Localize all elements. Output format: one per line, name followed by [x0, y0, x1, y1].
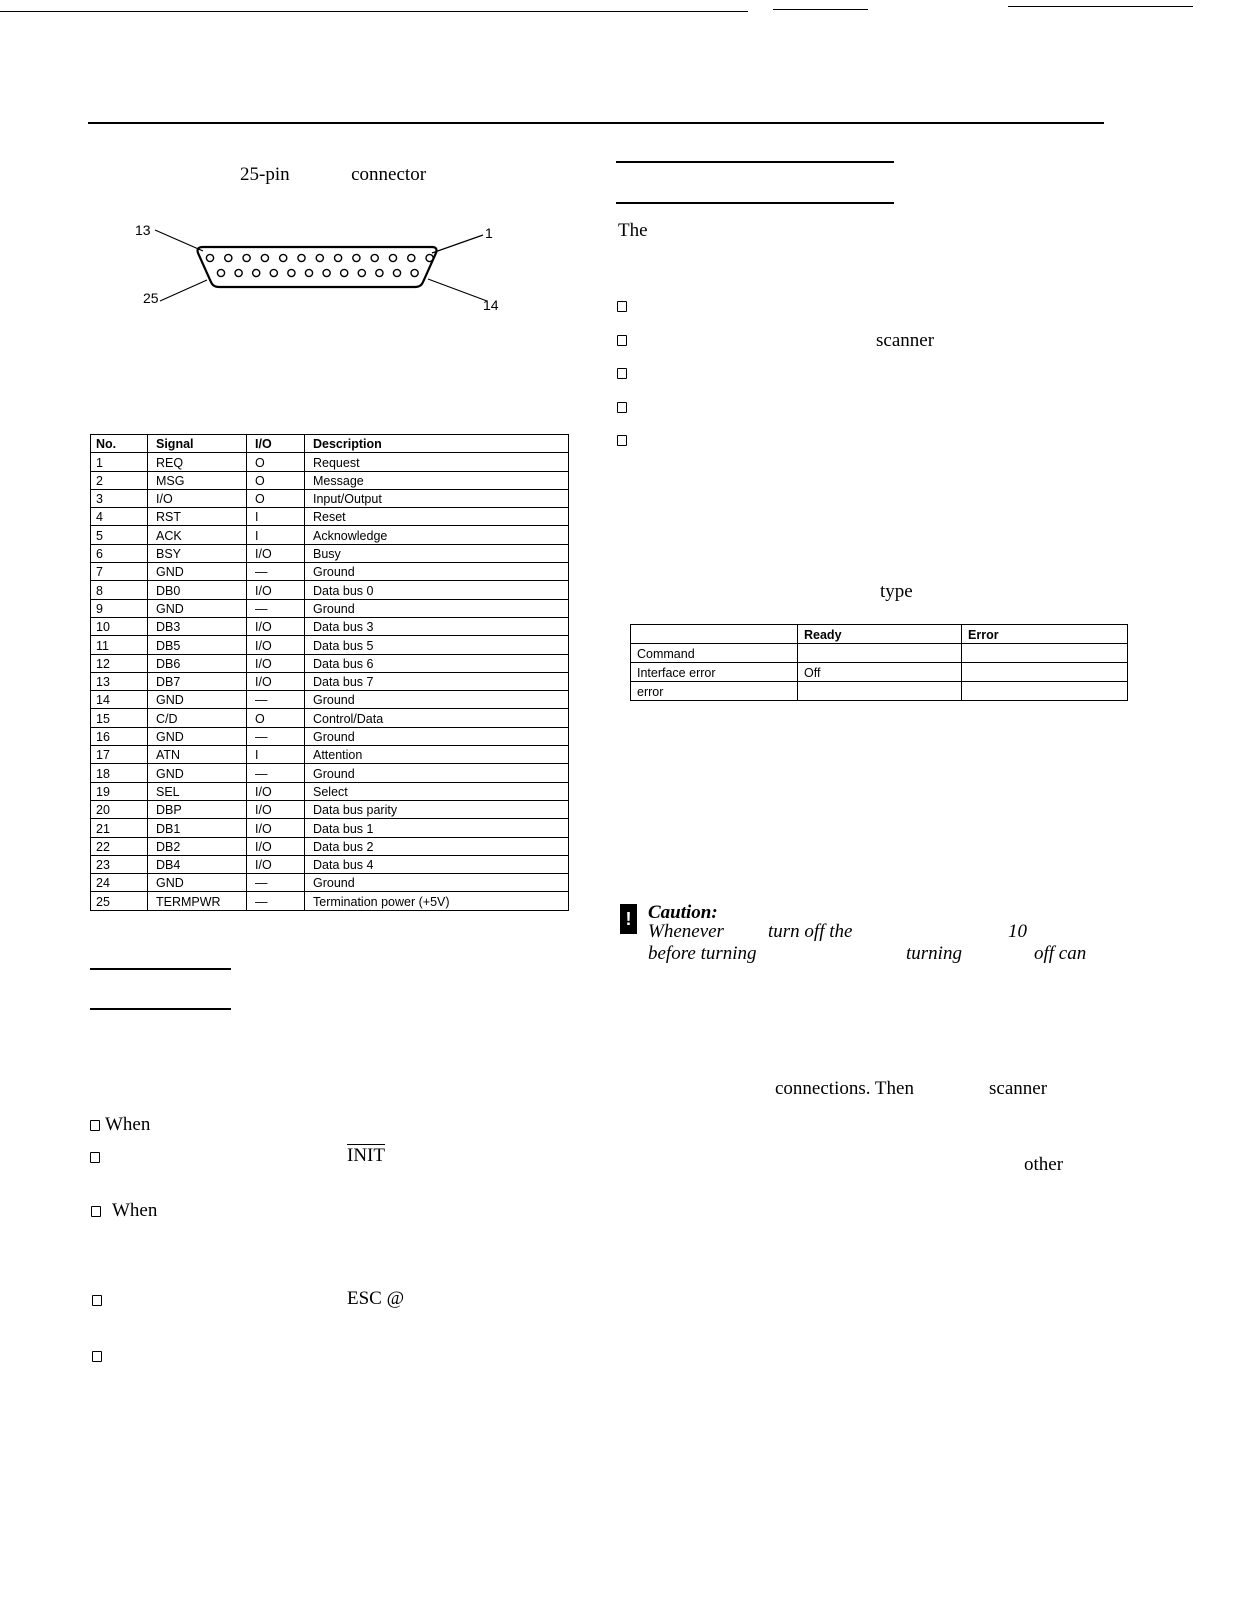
- db25-connector-diagram: [125, 215, 515, 315]
- connector-pin: [298, 254, 305, 261]
- pin-table-row: [91, 581, 569, 599]
- signal-cell: GND: [148, 599, 247, 617]
- status-label-cell: Command: [631, 644, 798, 663]
- connector-pin: [323, 269, 330, 276]
- pin-number-cell: 11: [91, 636, 148, 654]
- description-cell: Ground: [305, 563, 569, 581]
- io-cell: —: [247, 727, 305, 745]
- signal-cell: RST: [148, 508, 247, 526]
- page-top-rule-mid: [773, 9, 868, 10]
- io-cell: I/O: [247, 782, 305, 800]
- io-cell: I/O: [247, 654, 305, 672]
- pin-table-row: [91, 892, 569, 910]
- pin-table-row: [91, 691, 569, 709]
- pin-number-cell: 20: [91, 800, 148, 818]
- pin-number-cell: 21: [91, 819, 148, 837]
- pin-table-row: [91, 544, 569, 562]
- connector-pin: [270, 269, 277, 276]
- description-cell: Data bus 7: [305, 672, 569, 690]
- pin-number-cell: 15: [91, 709, 148, 727]
- pin-number-cell: 1: [91, 453, 148, 471]
- pin-table-row: [91, 453, 569, 471]
- description-cell: Data bus 0: [305, 581, 569, 599]
- bullet-checkbox: [617, 368, 627, 379]
- bullet-checkbox: [617, 301, 627, 312]
- pin-table-header: [91, 435, 569, 453]
- signal-cell: Signal: [148, 435, 247, 453]
- paragraph-start: The: [618, 220, 648, 241]
- caution-line1-b: turn off the: [768, 921, 853, 942]
- page-top-rule-right: [1008, 6, 1193, 7]
- connector-caption: [240, 164, 426, 186]
- pin-table-row: [91, 819, 569, 837]
- connector-pin: [206, 254, 213, 261]
- pin-table-row: [91, 563, 569, 581]
- esc-at-command: ESC @: [347, 1288, 405, 1309]
- io-cell: O: [247, 453, 305, 471]
- connector-pin: [371, 254, 378, 261]
- signal-cell: DB2: [148, 837, 247, 855]
- error-cell: [962, 682, 1128, 701]
- pin-table-row: [91, 599, 569, 617]
- pin-label-1: 1: [485, 225, 493, 241]
- description-cell: Request: [305, 453, 569, 471]
- pin-number-cell: 8: [91, 581, 148, 599]
- pin-number-cell: 5: [91, 526, 148, 544]
- ready-cell: [798, 644, 962, 663]
- connector-pin: [261, 254, 268, 261]
- pin-table-row: [91, 672, 569, 690]
- pin-table-row: [91, 837, 569, 855]
- caution-line2-c: off can: [1034, 943, 1087, 964]
- io-cell: I/O: [247, 819, 305, 837]
- error-cell: [962, 644, 1128, 663]
- pin-number-cell: 2: [91, 471, 148, 489]
- signal-cell: DB3: [148, 617, 247, 635]
- description-cell: Ground: [305, 727, 569, 745]
- status-table: [630, 624, 1128, 701]
- pin-table-row: [91, 489, 569, 507]
- io-cell: I/O: [247, 435, 305, 453]
- connector-caption-word: connector: [351, 164, 427, 185]
- status-label-cell: Interface error: [631, 663, 798, 682]
- description-cell: Description: [305, 435, 569, 453]
- io-cell: —: [247, 563, 305, 581]
- status-table-row: [631, 682, 1128, 701]
- signal-cell: DBP: [148, 800, 247, 818]
- pin-number-cell: 23: [91, 855, 148, 873]
- connector-pin: [288, 269, 295, 276]
- pin-number-cell: 24: [91, 874, 148, 892]
- io-cell: I/O: [247, 636, 305, 654]
- connector-pin: [408, 254, 415, 261]
- connector-pin: [411, 269, 418, 276]
- pin-number-cell: 19: [91, 782, 148, 800]
- pin-table-row: [91, 746, 569, 764]
- ready-cell: [798, 682, 962, 701]
- description-cell: Termination power (+5V): [305, 892, 569, 910]
- pin-table-row: [91, 874, 569, 892]
- signal-cell: DB1: [148, 819, 247, 837]
- io-cell: I: [247, 508, 305, 526]
- caution-line2-a: before turning: [648, 943, 757, 964]
- fragment-scanner: scanner: [989, 1078, 1048, 1099]
- connector-pin: [316, 254, 323, 261]
- pin-number-cell: 25: [91, 892, 148, 910]
- description-cell: Data bus 1: [305, 819, 569, 837]
- bullet-checkbox: [617, 402, 627, 413]
- error-cell: [962, 663, 1128, 682]
- signal-cell: C/D: [148, 709, 247, 727]
- bullet-checkbox: [617, 335, 627, 346]
- status-table-row: [631, 663, 1128, 682]
- section-rule-left-1: [90, 968, 231, 970]
- pin-number-cell: 3: [91, 489, 148, 507]
- status-table-header: [631, 625, 1128, 644]
- description-cell: Message: [305, 471, 569, 489]
- description-cell: Ground: [305, 599, 569, 617]
- section-rule-left-2: [90, 1008, 231, 1010]
- connector-pin: [335, 254, 342, 261]
- bullet-text-when-2: When: [112, 1200, 158, 1221]
- status-label-cell: error: [631, 682, 798, 701]
- io-cell: —: [247, 874, 305, 892]
- pin-number-cell: 9: [91, 599, 148, 617]
- connector-pin: [243, 254, 250, 261]
- connector-pin: [253, 269, 260, 276]
- pin-table-row: [91, 727, 569, 745]
- signal-cell: GND: [148, 727, 247, 745]
- signal-cell: DB4: [148, 855, 247, 873]
- pin-number-cell: No.: [91, 435, 148, 453]
- io-cell: —: [247, 892, 305, 910]
- bullet-checkbox: [92, 1351, 102, 1362]
- description-cell: Control/Data: [305, 709, 569, 727]
- bullet-text-when-1: When: [105, 1114, 151, 1135]
- io-cell: I/O: [247, 800, 305, 818]
- ready-cell: Ready: [798, 625, 962, 644]
- bullet-checkbox: [90, 1152, 100, 1163]
- pin-label-14: 14: [483, 297, 499, 313]
- signal-cell: DB7: [148, 672, 247, 690]
- description-cell: Ground: [305, 691, 569, 709]
- bullet-checkbox: [90, 1120, 100, 1131]
- pin-table-row: [91, 764, 569, 782]
- signal-cell: MSG: [148, 471, 247, 489]
- page-top-rule-left: [0, 11, 748, 12]
- io-cell: I/O: [247, 544, 305, 562]
- bullet-checkbox: [91, 1206, 101, 1217]
- pin-number-cell: 16: [91, 727, 148, 745]
- pin-table-row: [91, 855, 569, 873]
- description-cell: Select: [305, 782, 569, 800]
- pin-label-25: 25: [143, 290, 159, 306]
- io-cell: O: [247, 489, 305, 507]
- io-cell: —: [247, 764, 305, 782]
- pin-table-row: [91, 636, 569, 654]
- pin-number-cell: 7: [91, 563, 148, 581]
- connector-pin: [376, 269, 383, 276]
- fragment-other: other: [1024, 1154, 1064, 1175]
- pin-table-row: [91, 800, 569, 818]
- signal-cell: GND: [148, 764, 247, 782]
- io-cell: I/O: [247, 837, 305, 855]
- status-table-caption: type: [880, 581, 913, 602]
- signal-cell: DB0: [148, 581, 247, 599]
- pin-table-row: [91, 617, 569, 635]
- pin-table-row: [91, 471, 569, 489]
- signal-cell: ATN: [148, 746, 247, 764]
- pin-number-cell: 12: [91, 654, 148, 672]
- signal-cell: GND: [148, 563, 247, 581]
- status-label-cell: [631, 625, 798, 644]
- connector-pin: [341, 269, 348, 276]
- pin-table-row: [91, 709, 569, 727]
- pin-assignment-table: [90, 434, 569, 911]
- caution-line1-c: 10: [1008, 921, 1027, 942]
- pin-table-row: [91, 508, 569, 526]
- init-signal-name: INIT: [347, 1145, 385, 1166]
- error-cell: Error: [962, 625, 1128, 644]
- io-cell: —: [247, 691, 305, 709]
- connector-pin: [353, 254, 360, 261]
- pin-table-row: [91, 526, 569, 544]
- status-table-row: [631, 644, 1128, 663]
- bullet-checkbox: [92, 1295, 102, 1306]
- bullet-scanner-word: scanner: [876, 330, 935, 351]
- pin-number-cell: 13: [91, 672, 148, 690]
- signal-cell: REQ: [148, 453, 247, 471]
- description-cell: Reset: [305, 508, 569, 526]
- io-cell: I/O: [247, 672, 305, 690]
- pin-number-cell: 22: [91, 837, 148, 855]
- caution-title: Caution:: [648, 902, 718, 923]
- signal-cell: DB5: [148, 636, 247, 654]
- description-cell: Data bus 2: [305, 837, 569, 855]
- section-rule-right-2: [616, 202, 894, 204]
- connector-pin: [358, 269, 365, 276]
- connector-pin: [389, 254, 396, 261]
- pin-number-cell: 6: [91, 544, 148, 562]
- section-rule-right-1: [616, 161, 894, 163]
- bullet-checkbox: [617, 435, 627, 446]
- description-cell: Data bus 3: [305, 617, 569, 635]
- pin-number-cell: 14: [91, 691, 148, 709]
- fragment-connections: connections. Then: [775, 1078, 914, 1099]
- header-rule: [88, 122, 1104, 124]
- pin-table-row: [91, 654, 569, 672]
- io-cell: O: [247, 709, 305, 727]
- pin-label-13: 13: [135, 222, 151, 238]
- description-cell: Data bus 6: [305, 654, 569, 672]
- connector-pin: [280, 254, 287, 261]
- caution-line2-b: turning: [906, 943, 962, 964]
- connector-pin: [225, 254, 232, 261]
- ready-cell: Off: [798, 663, 962, 682]
- signal-cell: GND: [148, 874, 247, 892]
- signal-cell: TERMPWR: [148, 892, 247, 910]
- description-cell: Ground: [305, 764, 569, 782]
- signal-cell: ACK: [148, 526, 247, 544]
- description-cell: Data bus 4: [305, 855, 569, 873]
- pin-table-row: [91, 782, 569, 800]
- description-cell: Busy: [305, 544, 569, 562]
- connector-pin: [426, 254, 433, 261]
- description-cell: Acknowledge: [305, 526, 569, 544]
- io-cell: I/O: [247, 581, 305, 599]
- pin-number-cell: 17: [91, 746, 148, 764]
- description-cell: Data bus parity: [305, 800, 569, 818]
- io-cell: I: [247, 746, 305, 764]
- pin-number-cell: 18: [91, 764, 148, 782]
- connector-pin: [393, 269, 400, 276]
- connector-pin: [305, 269, 312, 276]
- io-cell: —: [247, 599, 305, 617]
- description-cell: Input/Output: [305, 489, 569, 507]
- connector-pin: [217, 269, 224, 276]
- pin-number-cell: 10: [91, 617, 148, 635]
- signal-cell: GND: [148, 691, 247, 709]
- description-cell: Attention: [305, 746, 569, 764]
- io-cell: I/O: [247, 855, 305, 873]
- signal-cell: I/O: [148, 489, 247, 507]
- caution-icon: !: [620, 904, 637, 934]
- description-cell: Ground: [305, 874, 569, 892]
- signal-cell: DB6: [148, 654, 247, 672]
- connector-caption-pins: 25-pin: [240, 164, 290, 185]
- signal-cell: BSY: [148, 544, 247, 562]
- caution-line1-a: Whenever: [648, 921, 724, 942]
- io-cell: I: [247, 526, 305, 544]
- description-cell: Data bus 5: [305, 636, 569, 654]
- io-cell: I/O: [247, 617, 305, 635]
- connector-pin: [235, 269, 242, 276]
- pin-number-cell: 4: [91, 508, 148, 526]
- signal-cell: SEL: [148, 782, 247, 800]
- io-cell: O: [247, 471, 305, 489]
